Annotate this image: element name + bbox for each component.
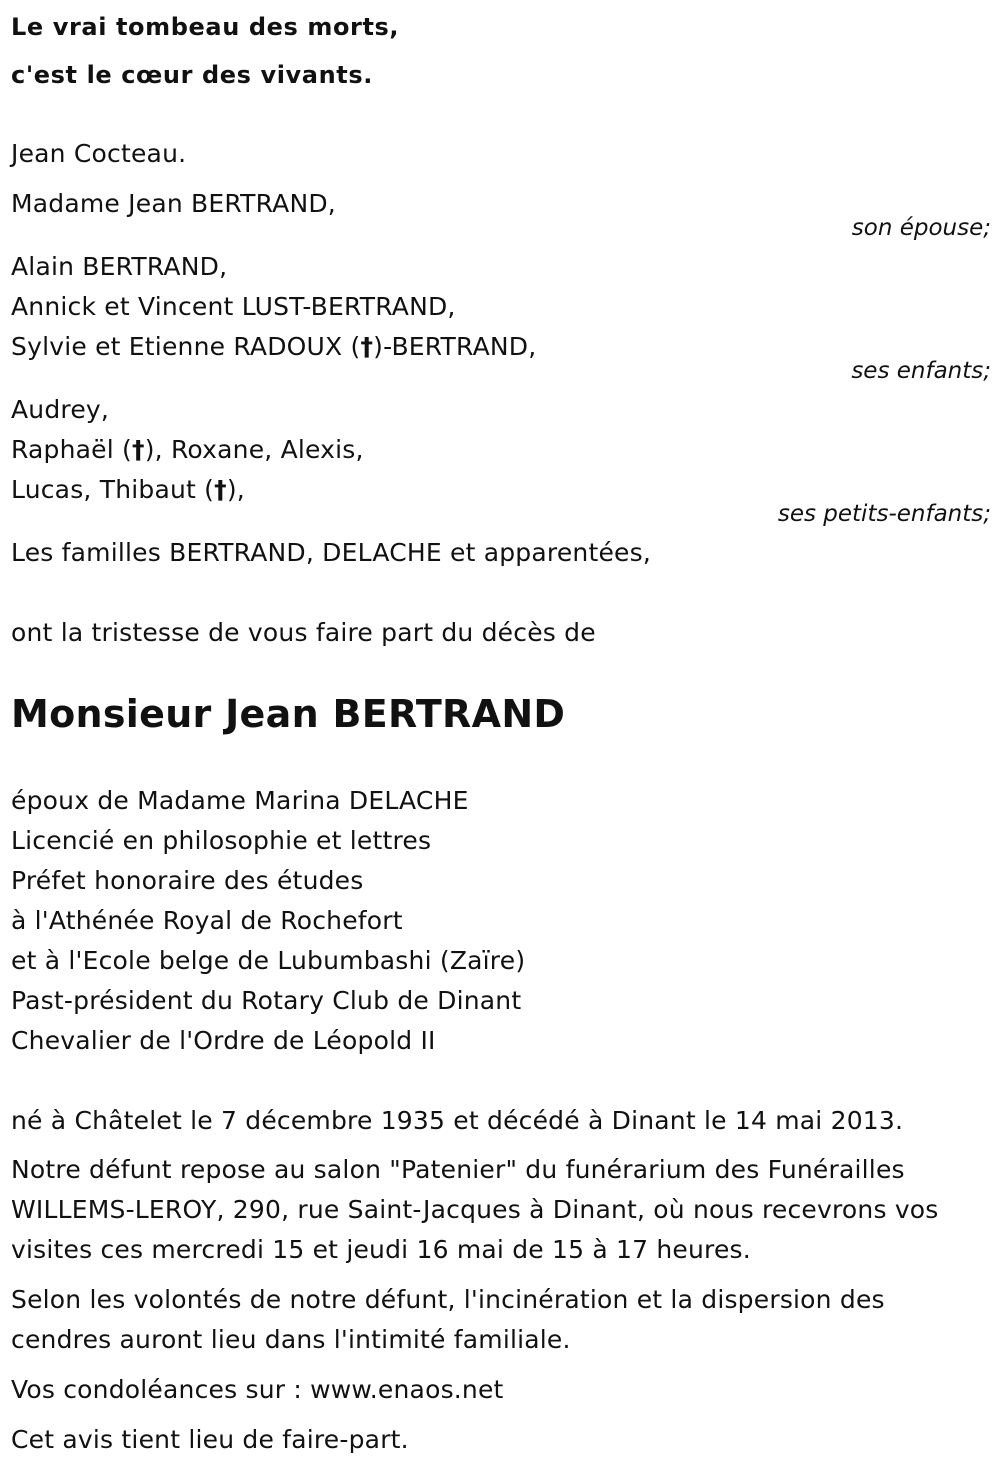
title-line: à l'Athénée Royal de Rochefort — [11, 906, 403, 935]
closing-note: Cet avis tient lieu de faire-part. — [11, 1425, 409, 1454]
deceased-name: Monsieur Jean BERTRAND — [11, 692, 566, 736]
quote-line-1: Le vrai tombeau des morts, — [11, 13, 400, 41]
cross-icon: † — [360, 332, 374, 361]
child-2: Annick et Vincent LUST-BERTRAND, — [11, 292, 456, 321]
title-line: Chevalier de l'Ordre de Léopold II — [11, 1026, 436, 1055]
title-line: Préfet honoraire des études — [11, 866, 364, 895]
title-line: Licencié en philosophie et lettres — [11, 826, 432, 855]
spouse-role: son épouse; — [851, 215, 991, 241]
quote-line-2: c'est le cœur des vivants. — [11, 61, 373, 89]
title-line: Past-président du Rotary Club de Dinant — [11, 986, 522, 1015]
cross-icon: † — [214, 475, 227, 504]
cross-icon: † — [132, 435, 145, 464]
visitation-line: Notre défunt repose au salon "Patenier" du funérarium des Funérailles — [11, 1155, 905, 1184]
grandchild-2: Raphaël (†), Roxane, Alexis, — [11, 435, 364, 464]
visitation-line: visites ces mercredi 15 et jeudi 16 mai de 15 à 17 heures. — [11, 1235, 751, 1264]
announcement: ont la tristesse de vous faire part du décès de — [11, 618, 596, 647]
grandchild-3: Lucas, Thibaut (†), — [11, 475, 245, 504]
quote-author: Jean Cocteau. — [11, 139, 187, 168]
wishes-line: cendres auront lieu dans l'intimité familiale. — [11, 1325, 571, 1354]
child-1: Alain BERTRAND, — [11, 252, 228, 281]
spouse-name: Madame Jean BERTRAND, — [11, 189, 336, 218]
condolences-link[interactable]: Vos condoléances sur : www.enaos.net — [11, 1375, 504, 1404]
grandchildren-role: ses petits-enfants; — [777, 501, 991, 527]
families: Les familles BERTRAND, DELACHE et apparentées, — [11, 538, 651, 567]
title-line: époux de Madame Marina DELACHE — [11, 786, 469, 815]
visitation-line: WILLEMS-LEROY, 290, rue Saint-Jacques à Dinant, où nous recevrons vos — [11, 1195, 939, 1224]
wishes-line: Selon les volontés de notre défunt, l'incinération et la dispersion des — [11, 1285, 885, 1314]
birth-death-dates: né à Châtelet le 7 décembre 1935 et décédé à Dinant le 14 mai 2013. — [11, 1106, 904, 1135]
grandchild-1: Audrey, — [11, 395, 110, 424]
children-role: ses enfants; — [851, 358, 991, 384]
title-line: et à l'Ecole belge de Lubumbashi (Zaïre) — [11, 946, 526, 975]
child-3: Sylvie et Etienne RADOUX (†)-BERTRAND, — [11, 332, 537, 361]
